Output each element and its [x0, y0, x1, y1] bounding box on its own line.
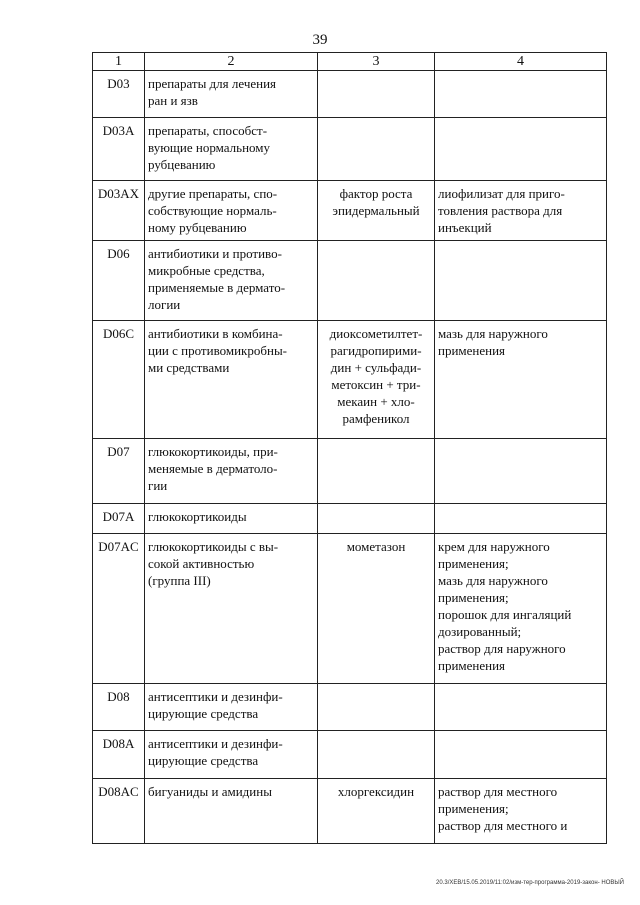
dosage-form-cell: [435, 534, 607, 684]
cell-line: применения;: [438, 801, 509, 816]
atc-code-cell: D08: [93, 684, 145, 731]
cell-line: фактор роста: [339, 186, 413, 201]
table-row: [93, 504, 607, 534]
cell-line: антибиотики и противо-: [148, 246, 282, 261]
substance-cell: [318, 118, 435, 181]
cell-line: метоксин + три-: [331, 377, 421, 392]
table-row: [93, 241, 607, 321]
cell-line: раствор для наружного: [438, 641, 566, 656]
cell-line: мекаин + хло-: [337, 394, 415, 409]
table-header-row: [93, 53, 607, 71]
column-header: 4: [435, 53, 607, 71]
cell-line: раствор для местного и: [438, 818, 568, 833]
dosage-form-cell: [435, 779, 607, 844]
cell-line: другие препараты, спо-: [148, 186, 278, 201]
dosage-form-cell: [435, 684, 607, 731]
atc-code-cell: D08AC: [93, 779, 145, 844]
substance-cell: [318, 684, 435, 731]
table-row: [93, 118, 607, 181]
anatomical-group-cell: [145, 534, 318, 684]
dosage-form-cell: [435, 439, 607, 504]
dosage-form-cell: [435, 321, 607, 439]
dosage-form-cell: [435, 181, 607, 241]
cell-line: собствующие нормаль-: [148, 203, 277, 218]
cell-line: рагидропирими-: [330, 343, 422, 358]
anatomical-group-cell: [145, 439, 318, 504]
cell-line: меняемые в дерматоло-: [148, 461, 278, 476]
cell-line: раствор для местного: [438, 784, 558, 799]
dosage-form-cell: [435, 71, 607, 118]
cell-line: препараты, способст-: [148, 123, 268, 138]
column-header: 1: [93, 53, 145, 71]
substance-cell: [318, 534, 435, 684]
anatomical-group-cell: [145, 321, 318, 439]
cell-line: применения: [438, 343, 506, 358]
column-header: 2: [145, 53, 318, 71]
anatomical-group-cell: [145, 241, 318, 321]
anatomical-group-cell: [145, 684, 318, 731]
cell-line: ции с противомикробны-: [148, 343, 288, 358]
table-row: [93, 534, 607, 684]
cell-line: хлоргексидин: [337, 784, 415, 799]
substance-cell: [318, 504, 435, 534]
table-row: [93, 731, 607, 779]
substance-cell: [318, 181, 435, 241]
cell-line: (группа III): [148, 573, 211, 588]
atc-code-cell: D07: [93, 439, 145, 504]
cell-line: эпидермальный: [332, 203, 420, 218]
atc-code-cell: D06: [93, 241, 145, 321]
cell-line: логии: [148, 297, 181, 312]
anatomical-group-cell: [145, 779, 318, 844]
cell-line: антибиотики в комбина-: [148, 326, 283, 341]
cell-line: дин + сульфади-: [330, 360, 422, 375]
cell-line: рамфеникол: [342, 411, 410, 426]
substance-cell: [318, 731, 435, 779]
anatomical-group-cell: [145, 731, 318, 779]
table-row: [93, 321, 607, 439]
cell-line: препараты для лечения: [148, 76, 277, 91]
anatomical-group-cell: [145, 71, 318, 118]
atc-code-cell: D06C: [93, 321, 145, 439]
cell-line: применяемые в дермато-: [148, 280, 286, 295]
table-row: [93, 181, 607, 241]
atc-code-cell: D03A: [93, 118, 145, 181]
cell-line: порошок для ингаляций: [438, 607, 572, 622]
cell-line: микробные средства,: [148, 263, 265, 278]
cell-line: диоксометилтет-: [329, 326, 423, 341]
cell-line: мометазон: [346, 539, 406, 554]
cell-line: бигуаниды и амидины: [148, 784, 272, 799]
cell-line: цирующие средства: [148, 753, 259, 768]
table-row: [93, 71, 607, 118]
cell-line: ми средствами: [148, 360, 230, 375]
cell-line: применения: [438, 658, 506, 673]
table-row: [93, 684, 607, 731]
substance-cell: [318, 779, 435, 844]
table-row: [93, 439, 607, 504]
substance-cell: [318, 241, 435, 321]
dosage-form-cell: [435, 118, 607, 181]
anatomical-group-cell: [145, 118, 318, 181]
cell-line: рубцеванию: [148, 157, 216, 172]
substance-cell: [318, 439, 435, 504]
drug-table: [92, 52, 607, 844]
column-header: 3: [318, 53, 435, 71]
atc-code-cell: D03AX: [93, 181, 145, 241]
substance-cell: [318, 71, 435, 118]
cell-line: антисептики и дезинфи-: [148, 736, 283, 751]
table-row: [93, 779, 607, 844]
cell-line: глюкокортикоиды: [148, 509, 247, 524]
dosage-form-cell: [435, 504, 607, 534]
cell-line: ран и язв: [148, 93, 198, 108]
substance-cell: [318, 321, 435, 439]
cell-line: мазь для наружного: [438, 326, 548, 341]
cell-line: применения;: [438, 590, 509, 605]
atc-code-cell: D07A: [93, 504, 145, 534]
dosage-form-cell: [435, 731, 607, 779]
dosage-form-cell: [435, 241, 607, 321]
cell-line: лиофилизат для приго-: [438, 186, 565, 201]
table-body: [93, 71, 607, 844]
cell-line: мазь для наружного: [438, 573, 548, 588]
cell-line: вующие нормальному: [148, 140, 271, 155]
atc-code-cell: D08A: [93, 731, 145, 779]
cell-line: инъекций: [438, 220, 492, 235]
cell-line: применения;: [438, 556, 509, 571]
cell-line: глюкокортикоиды с вы-: [148, 539, 279, 554]
cell-line: антисептики и дезинфи-: [148, 689, 283, 704]
cell-line: цирующие средства: [148, 706, 259, 721]
anatomical-group-cell: [145, 504, 318, 534]
cell-line: товления раствора для: [438, 203, 563, 218]
cell-line: ному рубцеванию: [148, 220, 247, 235]
anatomical-group-cell: [145, 181, 318, 241]
page-number: 39: [312, 32, 328, 48]
cell-line: глюкокортикоиды, при-: [148, 444, 278, 459]
cell-line: гии: [148, 478, 168, 493]
cell-line: сокой активностью: [148, 556, 255, 571]
cell-line: дозированный;: [438, 624, 522, 639]
atc-code-cell: D03: [93, 71, 145, 118]
cell-line: крем для наружного: [438, 539, 550, 554]
footer-stamp: 20.3/ХЕВ/15.05.2019/11:02/изм-тер-программа-2019-закон- НОВЫЙ: [436, 880, 624, 886]
atc-code-cell: D07AC: [93, 534, 145, 684]
